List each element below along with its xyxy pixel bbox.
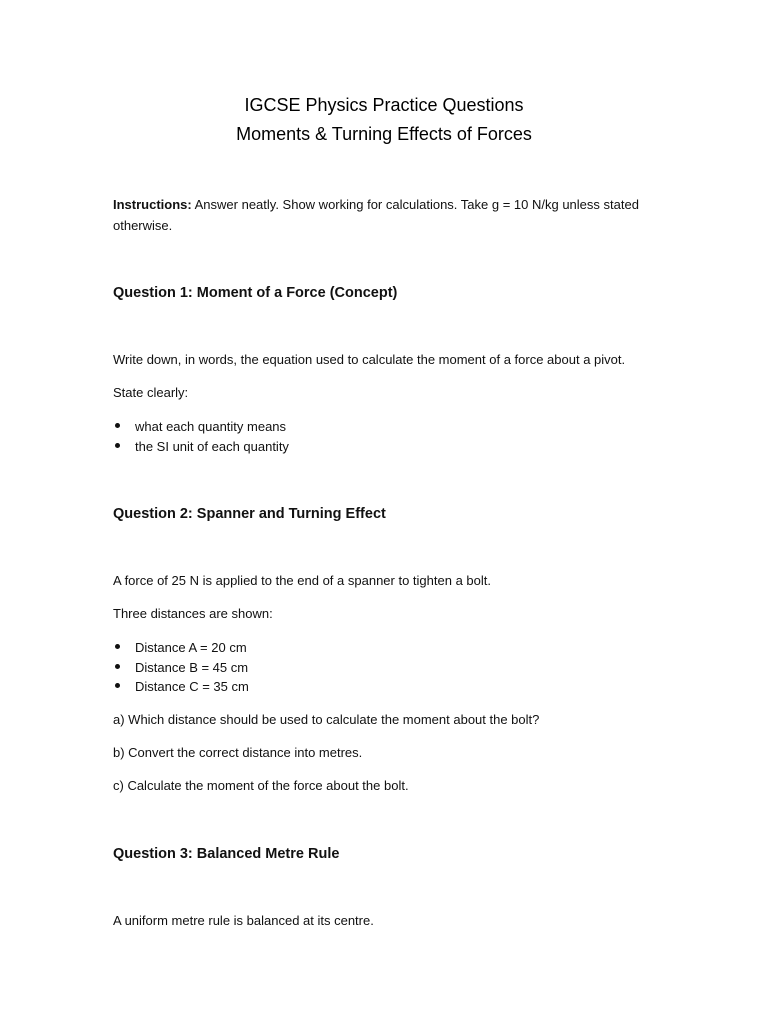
list-item: the SI unit of each quantity (113, 437, 289, 457)
instructions-text: Answer neatly. Show working for calculations. Take g = 10 N/kg unless stated (194, 197, 639, 212)
bullet-icon (115, 664, 120, 669)
question-2-part-a: a) Which distance should be used to calculate the moment about the bolt? (113, 712, 540, 727)
bullet-icon (115, 644, 120, 649)
question-2-part-b: b) Convert the correct distance into metres. (113, 745, 363, 760)
list-item: Distance A = 20 cm (113, 638, 249, 658)
instructions-label: Instructions: (113, 197, 192, 212)
list-item: what each quantity means (113, 417, 289, 437)
instructions-line-2: otherwise. (113, 218, 173, 233)
question-2-part-c: c) Calculate the moment of the force about the bolt. (113, 778, 409, 793)
question-3-heading: Question 3: Balanced Metre Rule (113, 846, 340, 862)
question-2-heading: Question 2: Spanner and Turning Effect (113, 506, 386, 522)
bullet-icon (115, 443, 120, 448)
question-2-bullet-list (113, 638, 249, 697)
question-2-intro: Three distances are shown: (113, 606, 273, 621)
bullet-icon (115, 423, 120, 428)
document-subtitle: Moments & Turning Effects of Forces (236, 124, 532, 144)
instructions-line-1 (113, 195, 653, 215)
list-item: Distance C = 35 cm (113, 677, 249, 697)
question-1-state: State clearly: (113, 385, 189, 400)
question-1-heading: Question 1: Moment of a Force (Concept) (113, 285, 398, 301)
question-1-prompt: Write down, in words, the equation used to calculate the moment of a force about a pivot. (113, 352, 626, 367)
bullet-icon (115, 683, 120, 688)
document-title: IGCSE Physics Practice Questions (244, 95, 524, 115)
question-2-prompt: A force of 25 N is applied to the end of a spanner to tighten a bolt. (113, 573, 491, 588)
list-item: Distance B = 45 cm (113, 658, 249, 678)
question-1-bullet-list (113, 417, 289, 456)
question-3-prompt: A uniform metre rule is balanced at its centre. (113, 913, 374, 928)
